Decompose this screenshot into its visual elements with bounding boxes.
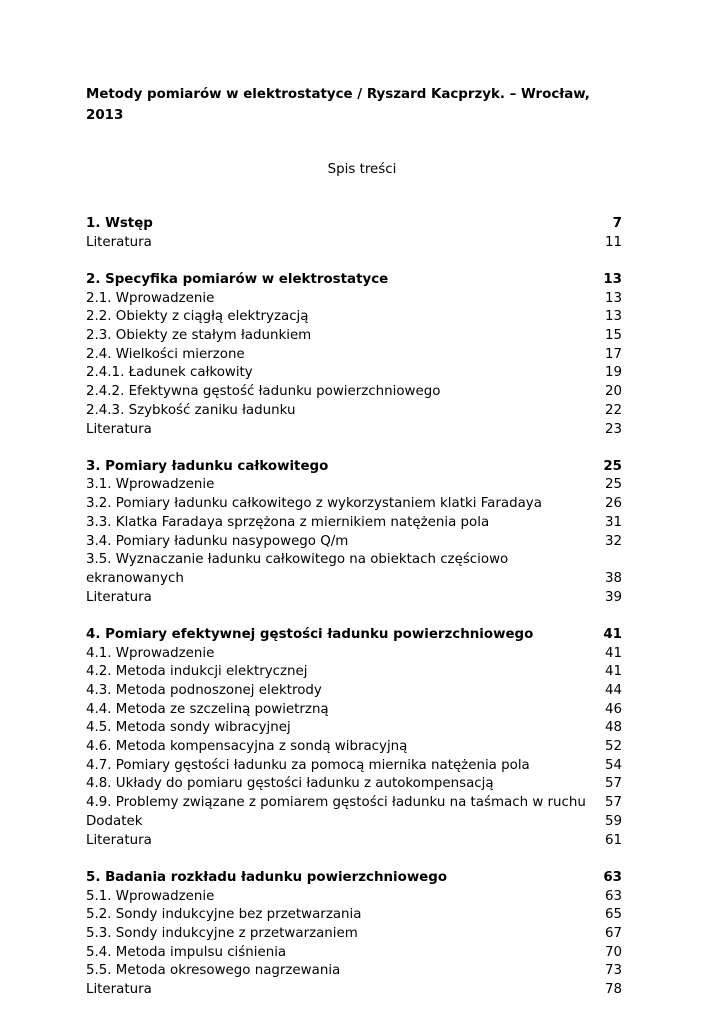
toc-entry-page: 63 (604, 888, 622, 904)
toc-entry-page: 59 (604, 813, 622, 829)
toc-chapter-page: 7 (612, 216, 622, 231)
toc-entry-page: 15 (604, 328, 622, 344)
toc-entry (86, 757, 622, 776)
toc-entry (86, 888, 622, 907)
toc-entry (86, 906, 622, 925)
toc-entry-page: 41 (604, 664, 622, 680)
toc-entry (86, 514, 622, 533)
toc-entry-title: 4.4. Metoda ze szczeliną powietrzną (86, 701, 329, 717)
toc-heading: Spis treści (327, 162, 397, 177)
document-title: Metody pomiarów w elektrostatyce / Ryszard Kacprzyk. – Wrocław, 2013 (86, 87, 590, 123)
toc-entry (86, 832, 622, 851)
toc-entry-page: 32 (604, 533, 622, 549)
toc-entry-page: 13 (604, 290, 622, 306)
toc-chapter (86, 215, 622, 252)
toc-entry-title: 4.6. Metoda kompensacyjna z sondą wibracyjną (86, 739, 408, 755)
toc-entry (86, 962, 622, 981)
toc-chapter (86, 626, 622, 850)
toc-entry-page: 57 (604, 795, 622, 811)
toc-entry-page: 38 (604, 570, 622, 586)
toc-entry-page: 78 (604, 982, 622, 998)
toc-entry (86, 364, 622, 383)
toc-chapter-heading (86, 869, 622, 888)
toc-entry-title: 3.4. Pomiary ładunku nasypowego Q/m (86, 533, 349, 549)
toc-chapter (86, 869, 622, 1000)
toc-entry-title: 4.8. Układy do pomiaru gęstości ładunku z autokompensacją (86, 776, 494, 792)
toc-entry-page: 65 (604, 907, 622, 923)
toc-entry-title: Literatura (86, 982, 152, 998)
toc-entry (86, 495, 622, 514)
toc-entry-title: 4.9. Problemy związane z pomiarem gęstości ładunku na taśmach w ruchu (86, 795, 586, 811)
toc-entry-title: 2.1. Wprowadzenie (86, 290, 215, 306)
toc-entry-page: 46 (604, 701, 622, 717)
toc-chapter-page: 41 (603, 626, 622, 642)
toc-chapter-heading (86, 458, 622, 477)
toc-entry (86, 234, 622, 253)
toc-entry (86, 645, 622, 664)
toc-entry (86, 402, 622, 421)
toc-entry-page: 39 (604, 589, 622, 605)
toc-chapter (86, 271, 622, 439)
toc-entry (86, 682, 622, 701)
toc-entry-title: Literatura (86, 832, 152, 848)
toc-entry-title: 4.5. Metoda sondy wibracyjnej (86, 720, 291, 736)
toc-entry (86, 421, 622, 440)
toc-entry-title: 2.2. Obiekty z ciągłą elektryzacją (86, 309, 309, 325)
toc-chapter-page: 63 (603, 869, 622, 885)
toc-entry-title: 5.1. Wprowadzenie (86, 888, 215, 904)
toc-entry-page: 25 (604, 477, 622, 493)
toc-entry-title: 3.2. Pomiary ładunku całkowitego z wykorzystaniem klatki Faradaya (86, 496, 542, 512)
toc-entry-title: Literatura (86, 421, 152, 437)
toc-entry-title: Literatura (86, 234, 152, 250)
toc-entry-title: 4.2. Metoda indukcji elektrycznej (86, 664, 308, 680)
toc-chapter-page: 25 (603, 458, 622, 474)
toc-entry (86, 383, 622, 402)
toc-entry-page: 57 (604, 776, 622, 792)
toc-entry (86, 775, 622, 794)
toc-entry (86, 533, 622, 552)
toc-entry-page: 17 (604, 346, 622, 362)
toc-entry (86, 738, 622, 757)
toc-chapter-title: 3. Pomiary ładunku całkowitego (86, 458, 329, 474)
toc-entry-title: 2.3. Obiekty ze stałym ładunkiem (86, 328, 312, 344)
toc-entry (86, 701, 622, 720)
toc-chapter-heading (86, 215, 622, 234)
toc-entry-title: 2.4.1. Ładunek całkowity (86, 365, 253, 381)
toc-entry-title-line2: ekranowanych (86, 570, 184, 586)
toc-entry (86, 925, 622, 944)
toc-entry-page: 54 (604, 757, 622, 773)
toc-entry (86, 589, 622, 608)
toc-entry-title: 2.4.3. Szybkość zaniku ładunku (86, 402, 296, 418)
toc-entry (86, 813, 622, 832)
toc-entry (86, 719, 622, 738)
toc-entry (86, 794, 622, 813)
toc-entry-page: 26 (604, 496, 622, 512)
toc-entry-page: 48 (604, 720, 622, 736)
toc-entry (86, 476, 622, 495)
toc-entry-title: 5.2. Sondy indukcyjne bez przetwarzania (86, 907, 362, 923)
toc-entry (86, 944, 622, 963)
toc-entry-page: 41 (604, 645, 622, 661)
toc-entry-title: 5.4. Metoda impulsu ciśnienia (86, 944, 287, 960)
toc-entry-page: 20 (604, 384, 622, 400)
toc-entry (86, 308, 622, 327)
toc-entry (86, 551, 622, 588)
toc-entry-title: Dodatek (86, 813, 143, 829)
toc-entry-page: 52 (604, 739, 622, 755)
toc-chapter-title: 5. Badania rozkładu ładunku powierzchniowego (86, 869, 448, 885)
toc-entry-title: Literatura (86, 589, 152, 605)
toc-entry-page: 61 (604, 832, 622, 848)
toc-entry-page: 44 (604, 682, 622, 698)
toc-entry-title: 4.3. Metoda podnoszonej elektrody (86, 682, 322, 698)
toc-entry-title: 3.3. Klatka Faradaya sprzężona z miernikiem natężenia pola (86, 514, 490, 530)
toc-entry-title: 3.1. Wprowadzenie (86, 477, 215, 493)
toc-entry-title: 5.5. Metoda okresowego nagrzewania (86, 963, 341, 979)
toc-entry-page: 19 (604, 365, 622, 381)
toc-entry-page: 23 (604, 421, 622, 437)
toc-chapter-title: 1. Wstęp (86, 216, 153, 231)
toc-entry-title: 4.1. Wprowadzenie (86, 645, 215, 661)
toc-entry (86, 327, 622, 346)
toc-entry-title: 5.3. Sondy indukcyjne z przetwarzaniem (86, 925, 358, 941)
toc-entry-page: 11 (604, 234, 622, 250)
toc-chapter-title: 2. Specyfika pomiarów w elektrostatyce (86, 271, 389, 287)
toc-entry-title: 2.4. Wielkości mierzone (86, 346, 245, 362)
toc-entry-page: 22 (604, 402, 622, 418)
toc-entry (86, 981, 622, 1000)
toc-chapter (86, 458, 622, 608)
toc-entry-page: 67 (604, 925, 622, 941)
toc-chapter-title: 4. Pomiary efektywnej gęstości ładunku powierzchniowego (86, 626, 534, 642)
toc-entry (86, 346, 622, 365)
toc-entry-page: 70 (604, 944, 622, 960)
toc-entry-title: 4.7. Pomiary gęstości ładunku za pomocą miernika natężenia pola (86, 757, 530, 773)
toc-entry-page: 73 (604, 963, 622, 979)
toc-entry (86, 663, 622, 682)
toc-entry-title: 2.4.2. Efektywna gęstość ładunku powierzchniowego (86, 384, 441, 400)
toc-entry-page: 31 (604, 514, 622, 530)
toc-chapter-page: 13 (603, 271, 622, 287)
toc-entry-page: 13 (604, 309, 622, 325)
toc-chapter-heading (86, 626, 622, 645)
toc-chapter-heading (86, 271, 622, 290)
toc-entry-title-line1: 3.5. Wyznaczanie ładunku całkowitego na obiektach częściowo (86, 552, 509, 568)
table-of-contents (86, 215, 622, 1018)
toc-entry (86, 290, 622, 309)
